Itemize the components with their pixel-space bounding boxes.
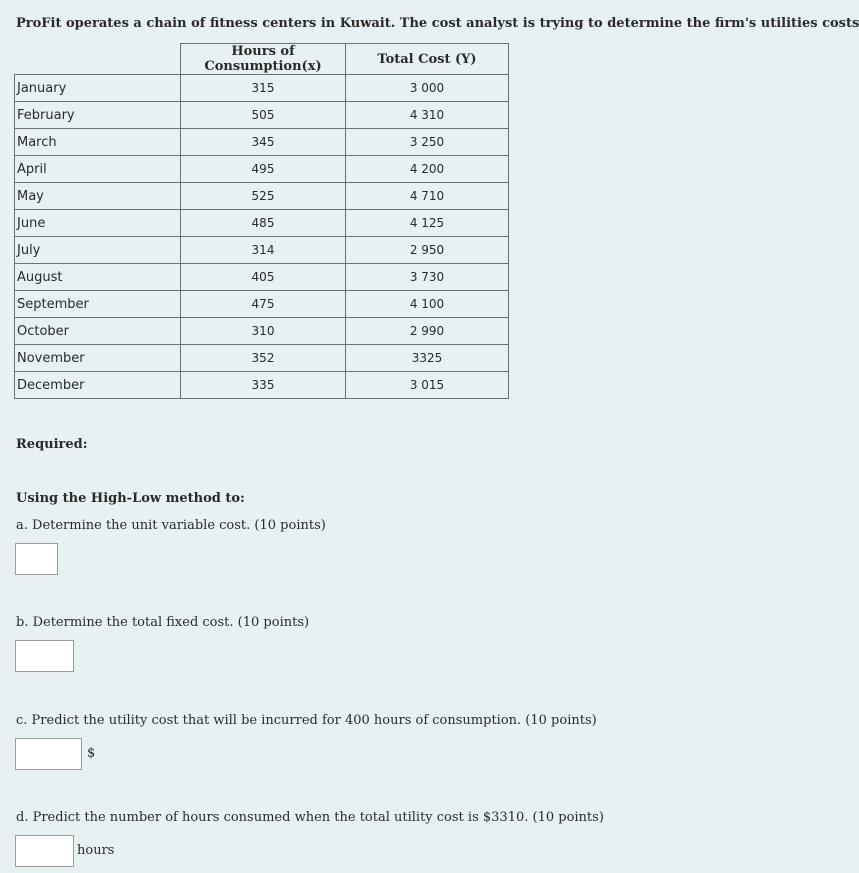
answer-d-input[interactable] — [15, 835, 74, 867]
table-row — [15, 102, 509, 129]
hours-cell: 335 — [181, 372, 346, 399]
month-cell: February — [15, 102, 181, 129]
hours-cell: 485 — [181, 210, 346, 237]
month-cell: August — [15, 264, 181, 291]
hours-cell: 525 — [181, 183, 346, 210]
table-body — [15, 75, 509, 399]
hours-cell: 314 — [181, 237, 346, 264]
hours-cell: 352 — [181, 345, 346, 372]
month-cell: December — [15, 372, 181, 399]
currency-suffix: $ — [87, 746, 96, 761]
month-cell: October — [15, 318, 181, 345]
table-row — [15, 183, 509, 210]
table-row — [15, 318, 509, 345]
table-row — [15, 372, 509, 399]
month-column-header — [15, 44, 181, 75]
month-cell: January — [15, 75, 181, 102]
cost-cell: 4 310 — [346, 102, 509, 129]
cost-cell: 3 015 — [346, 372, 509, 399]
table-row — [15, 291, 509, 318]
table-row — [15, 129, 509, 156]
table-header-row — [15, 44, 509, 75]
cost-column-header: Total Cost (Y) — [346, 44, 509, 75]
hours-cell: 475 — [181, 291, 346, 318]
month-cell: March — [15, 129, 181, 156]
cost-cell: 4 200 — [346, 156, 509, 183]
hours-cell: 405 — [181, 264, 346, 291]
table-row — [15, 237, 509, 264]
problem-intro: ProFit operates a chain of fitness centers in Kuwait. The cost analyst is trying to determine the firm's utilities costs — [16, 16, 859, 31]
cost-cell: 3 250 — [346, 129, 509, 156]
table-row — [15, 264, 509, 291]
cost-cell: 4 100 — [346, 291, 509, 318]
cost-cell: 3325 — [346, 345, 509, 372]
method-label: Using the High-Low method to: — [16, 491, 245, 506]
hours-cell: 495 — [181, 156, 346, 183]
hours-column-header: Hours of Consumption(x) — [181, 44, 346, 75]
question-c: c. Predict the utility cost that will be incurred for 400 hours of consumption. (10 points) — [16, 713, 597, 728]
question-a: a. Determine the unit variable cost. (10 points) — [16, 518, 326, 533]
cost-cell: 3 000 — [346, 75, 509, 102]
month-cell: September — [15, 291, 181, 318]
month-cell: June — [15, 210, 181, 237]
cost-cell: 2 990 — [346, 318, 509, 345]
answer-a-input[interactable] — [15, 543, 58, 575]
cost-cell: 4 125 — [346, 210, 509, 237]
table-row — [15, 345, 509, 372]
answer-c-input[interactable] — [15, 738, 82, 770]
consumption-table — [14, 43, 509, 399]
hours-cell: 505 — [181, 102, 346, 129]
cost-cell: 4 710 — [346, 183, 509, 210]
month-cell: July — [15, 237, 181, 264]
hours-cell: 310 — [181, 318, 346, 345]
month-cell: May — [15, 183, 181, 210]
hours-suffix: hours — [77, 843, 115, 858]
table-row — [15, 75, 509, 102]
cost-cell: 3 730 — [346, 264, 509, 291]
month-cell: November — [15, 345, 181, 372]
answer-b-input[interactable] — [15, 640, 74, 672]
question-b: b. Determine the total fixed cost. (10 points) — [16, 615, 310, 630]
question-d: d. Predict the number of hours consumed when the total utility cost is $3310. (10 points) — [16, 810, 604, 825]
required-label: Required: — [16, 437, 88, 452]
cost-cell: 2 950 — [346, 237, 509, 264]
table-row — [15, 210, 509, 237]
month-cell: April — [15, 156, 181, 183]
hours-cell: 345 — [181, 129, 346, 156]
table-row — [15, 156, 509, 183]
hours-cell: 315 — [181, 75, 346, 102]
